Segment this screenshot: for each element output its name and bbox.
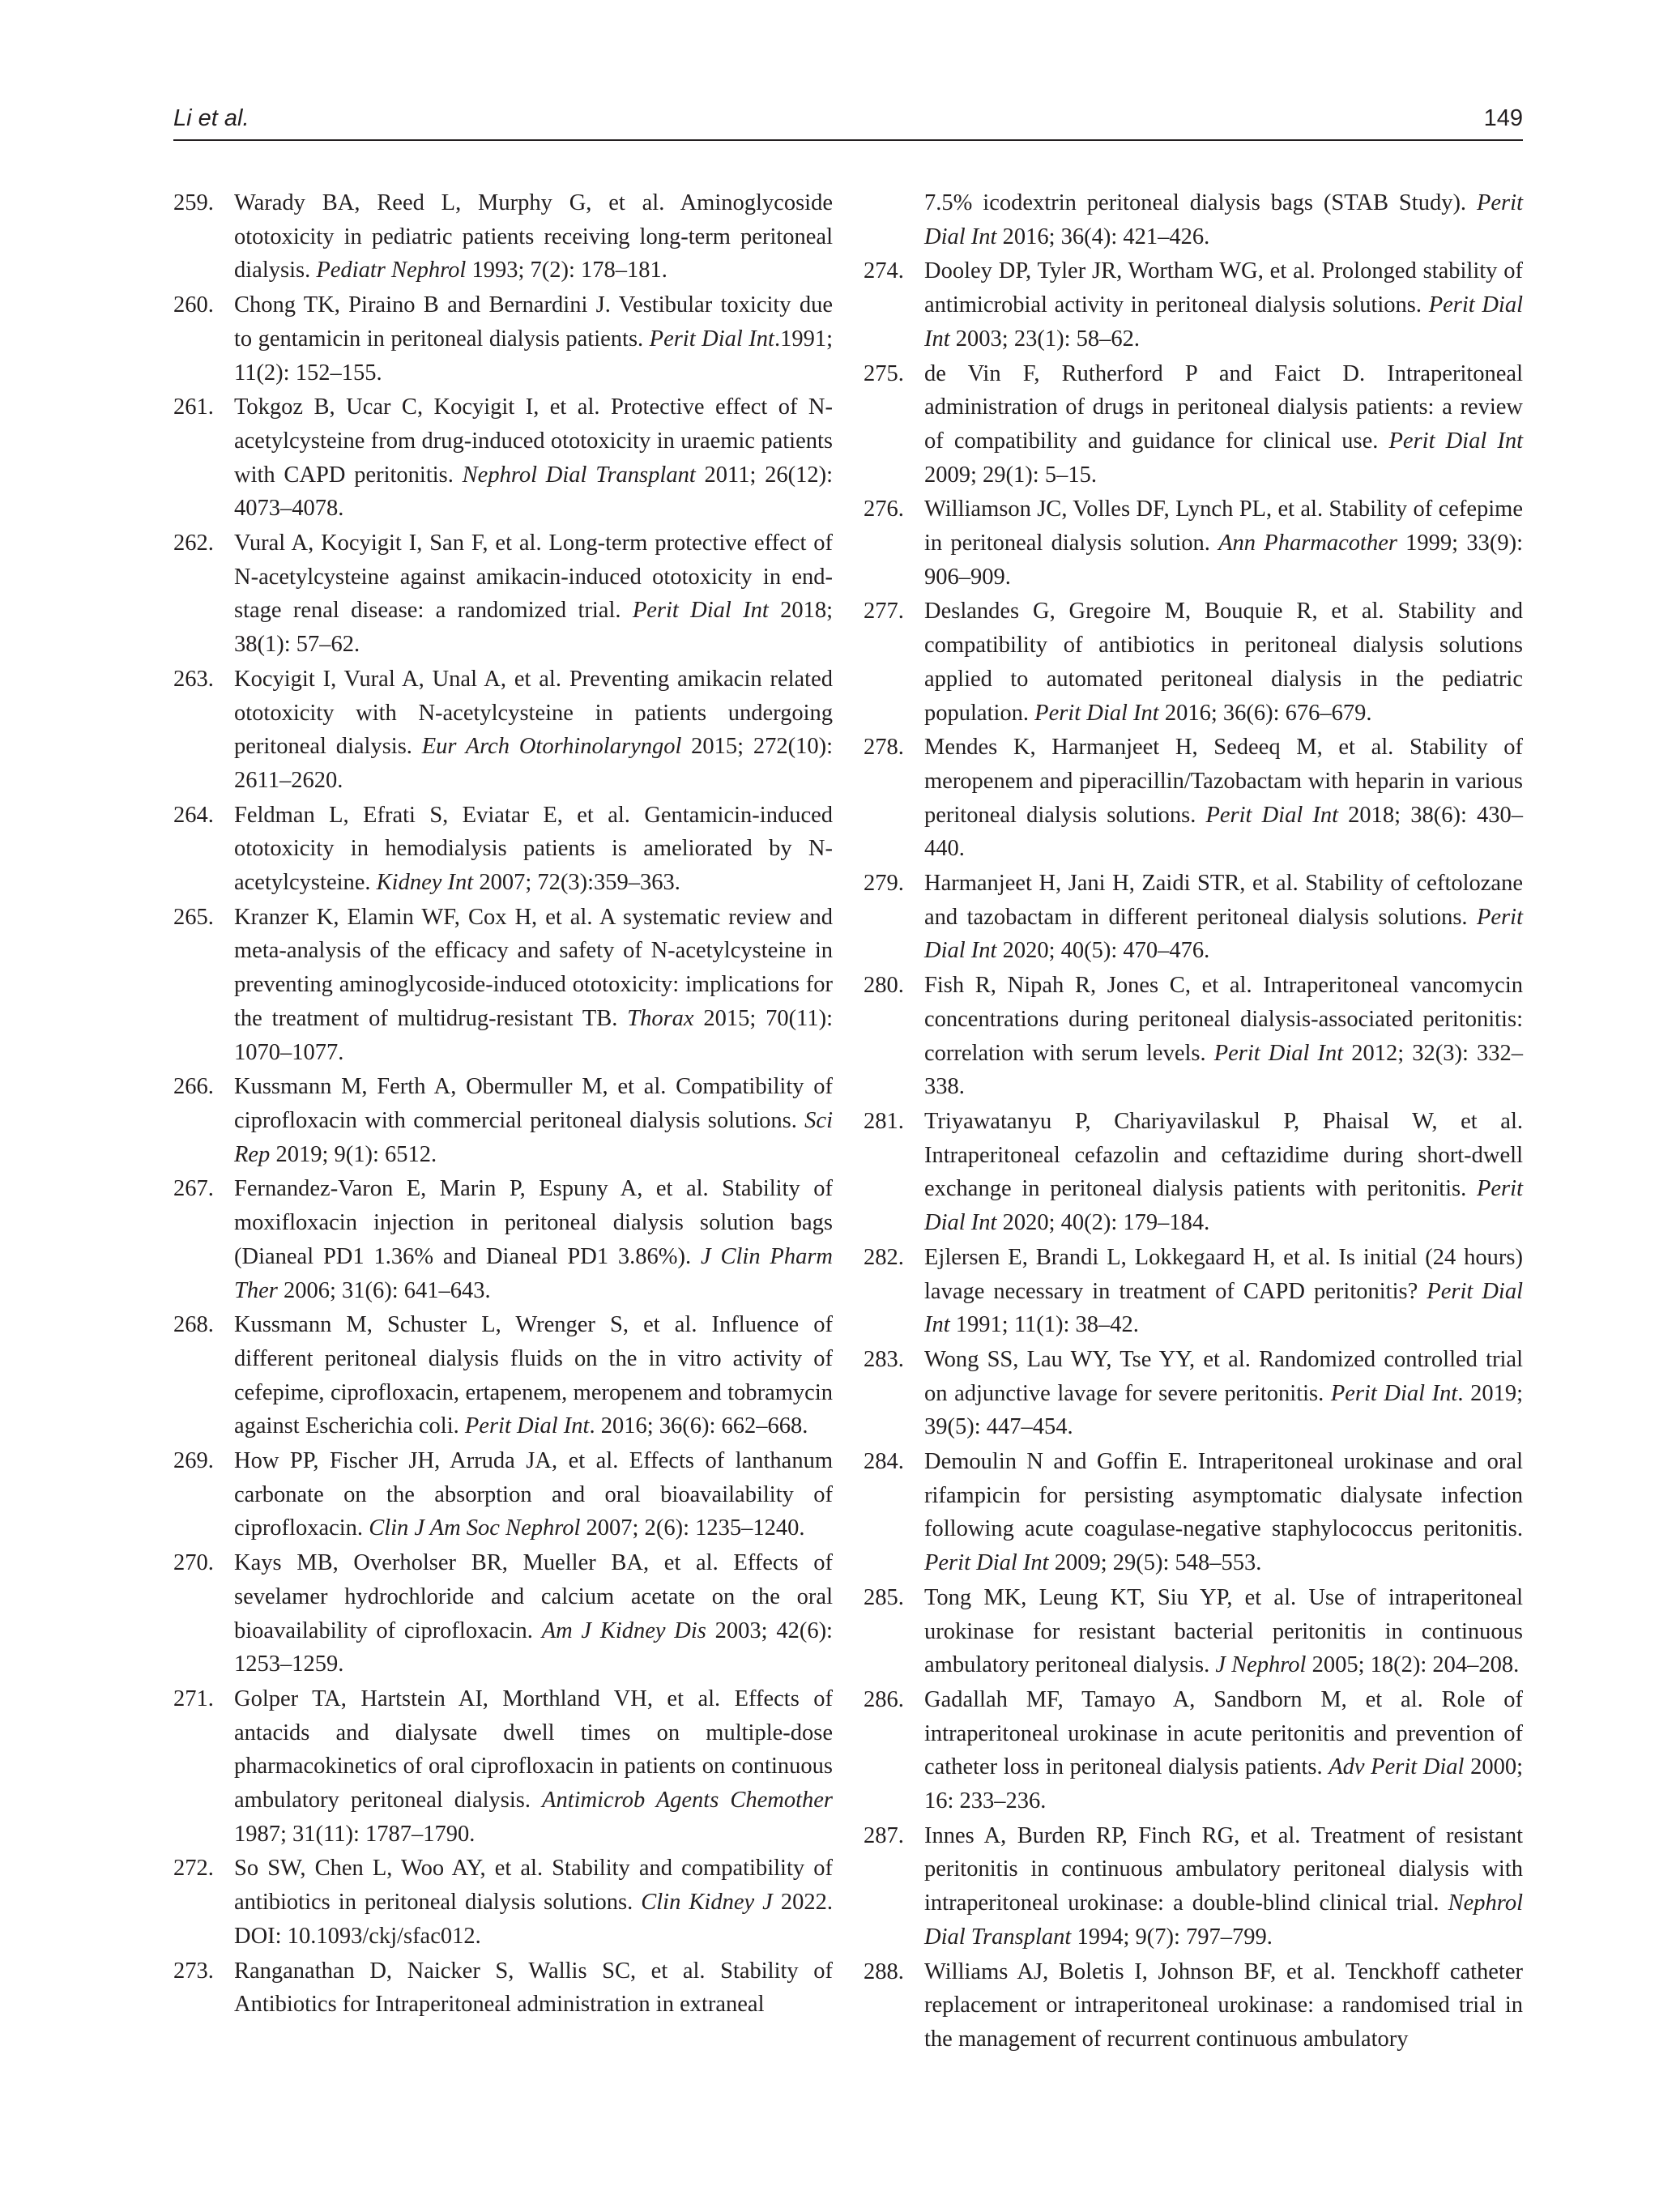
reference-citation: 2011; 26(12): 4073–4078. [234, 462, 834, 522]
reference-text: So SW, Chen L, Woo AY, et al. Stability and compatibility of antibiotics in peritoneal dialysis solutions. [234, 1856, 833, 1916]
reference-item [864, 1105, 1523, 1240]
reference-item [864, 595, 1523, 730]
reference-number: 281. [864, 1108, 904, 1134]
reference-journal: J Clin Pharm Ther [234, 1243, 833, 1303]
reference-item [173, 1172, 833, 1307]
reference-text: Williams AJ, Boletis I, Johnson BF, et al. Tenckhoff catheter replacement or intraperitoneal urokinase: a randomised trial in the management of recurrent continuous ambulatory [924, 1958, 1523, 2052]
reference-number: 260. [173, 292, 214, 318]
reference-number: 261. [173, 394, 214, 420]
reference-item [864, 969, 1523, 1104]
reference-citation: 2020; 40(2): 179–184. [996, 1210, 1210, 1236]
reference-text: Gadallah MF, Tamayo A, Sandborn M, et al. Role of intraperitoneal urokinase in acute peritonitis and prevention of catheter loss in peritoneal dialysis patients. [924, 1686, 1523, 1780]
reference-citation: 2018; 38(1): 57–62. [234, 598, 833, 658]
reference-citation: . 2016; 36(6): 662–668. [589, 1413, 808, 1439]
reference-citation: 1987; 31(11): 1787–1790. [234, 1821, 476, 1847]
reference-journal: J Nephrol [1215, 1652, 1307, 1678]
reference-number: 279. [864, 871, 904, 897]
reference-number: 267. [173, 1176, 214, 1202]
reference-text: Williamson JC, Volles DF, Lynch PL, et al. Stability of cefepime in peritoneal dialysis solution. [924, 497, 1523, 556]
reference-item [173, 1546, 833, 1681]
reference-journal: Perit Dial Int [1034, 700, 1159, 726]
reference-journal: Perit Dial Int [632, 598, 769, 624]
reference-journal: Clin J Am Soc Nephrol [369, 1515, 581, 1541]
reference-citation: 2007; 72(3):359–363. [473, 870, 680, 896]
reference-journal: Antimicrob Agents Chemother [542, 1788, 833, 1813]
reference-item [173, 1308, 833, 1443]
reference-number: 282. [864, 1244, 904, 1270]
reference-text: Kays MB, Overholser BR, Mueller BA, et al. Effects of sevelamer hydrochloride and calcium acetate on the oral bioavailability of ciprofloxacin. [234, 1550, 833, 1643]
reference-citation: .1991; 11(2): 152–155. [234, 326, 833, 386]
reference-text: Ejlersen E, Brandi L, Lokkegaard H, et al. Is initial (24 hours) lavage necessary in treatment of CAPD peritonitis? [924, 1244, 1523, 1304]
reference-citation: 1994; 9(7): 797–799. [1071, 1924, 1273, 1950]
reference-journal: Perit Dial Int [924, 292, 1524, 352]
reference-citation: 2020; 40(5): 470–476. [996, 938, 1210, 964]
reference-item [173, 526, 833, 662]
reference-citation: 2009; 29(5): 548–553. [1048, 1550, 1262, 1576]
reference-item [173, 1682, 833, 1852]
running-header-authors: Li et al. [173, 105, 249, 131]
reference-number: 276. [864, 497, 904, 522]
reference-number: 280. [864, 973, 904, 999]
reference-number: 286. [864, 1686, 904, 1712]
reference-journal: Eur Arch Otorhinolaryngol [421, 734, 682, 760]
reference-text: Tong MK, Leung KT, Siu YP, et al. Use of intraperitoneal urokinase for resistant bacterial peritonitis in continuous ambulatory peritoneal dialysis. [924, 1584, 1523, 1678]
reference-item [864, 1241, 1523, 1342]
reference-item [864, 1343, 1523, 1444]
reference-journal: Perit Dial Int [464, 1413, 590, 1439]
reference-item [173, 1070, 833, 1171]
reference-journal: Nephrol Dial Transplant [924, 1890, 1523, 1950]
reference-item [864, 1955, 1523, 2056]
reference-text: Harmanjeet H, Jani H, Zaidi STR, et al. Stability of ceftolozane and tazobactam in different peritoneal dialysis solutions. [924, 871, 1523, 930]
reference-item [173, 390, 833, 526]
reference-citation: 2015; 70(11): 1070–1077. [234, 1005, 833, 1065]
reference-item [173, 1852, 833, 1953]
reference-item [173, 1954, 833, 2022]
reference-citation: 2005; 18(2): 204–208. [1306, 1652, 1520, 1678]
reference-text: Warady BA, Reed L, Murphy G, et al. Aminoglycoside ototoxicity in pediatric patients receiving long-term peritoneal dialysis. [234, 190, 833, 283]
reference-item [173, 799, 833, 900]
reference-journal: Sci Rep [234, 1107, 833, 1167]
reference-citation: 2015; 272(10): 2611–2620. [234, 734, 833, 793]
reference-journal: Perit Dial Int [924, 1278, 1524, 1338]
reference-citation: 2003; 42(6): 1253–1259. [234, 1617, 833, 1677]
reference-journal: Perit Dial Int [1388, 428, 1523, 454]
reference-item [864, 1581, 1523, 1682]
reference-number: 271. [173, 1686, 214, 1711]
reference-number: 266. [173, 1074, 214, 1100]
reference-citation: 1991; 11(1): 38–42. [949, 1312, 1139, 1338]
reference-number: 274. [864, 258, 904, 284]
reference-citation: 2022. DOI: 10.1093/ckj/sfac012. [234, 1890, 834, 1949]
reference-item [864, 357, 1523, 492]
reference-journal: Perit Dial Int [1205, 802, 1339, 828]
reference-journal: Perit Dial Int [1213, 1040, 1344, 1066]
reference-text: Wong SS, Lau WY, Tse YY, et al. Randomized controlled trial on adjunctive lavage for severe peritonitis. [924, 1346, 1523, 1406]
reference-number: 283. [864, 1346, 904, 1372]
references-column-right [864, 186, 1523, 2057]
reference-journal: Clin Kidney J [641, 1890, 773, 1916]
reference-item [864, 1819, 1523, 1954]
reference-text: Feldman L, Efrati S, Eviatar E, et al. Gentamicin-induced ototoxicity in hemodialysis patients is ameliorated by N-acetylcysteine. [234, 802, 833, 896]
reference-item [173, 1444, 833, 1545]
reference-text: de Vin F, Rutherford P and Faict D. Intraperitoneal administration of drugs in peritoneal dialysis patients: a review of compatibility and guidance for clinical use. [924, 360, 1523, 454]
reference-number: 272. [173, 1856, 214, 1882]
reference-item [173, 186, 833, 288]
reference-journal: Am J Kidney Dis [541, 1617, 706, 1643]
reference-citation: . 2019; 39(5): 447–454. [924, 1380, 1523, 1440]
reference-text: How PP, Fischer JH, Arruda JA, et al. Effects of lanthanum carbonate on the absorption and oral bioavailability of ciprofloxacin. [234, 1448, 833, 1541]
reference-number: 270. [173, 1550, 214, 1576]
reference-citation: 2019; 9(1): 6512. [270, 1141, 437, 1167]
reference-journal: Pediatr Nephrol [316, 258, 467, 283]
reference-item [173, 901, 833, 1070]
reference-number: 273. [173, 1958, 214, 1984]
reference-citation: 2016; 36(4): 421–426. [996, 224, 1210, 249]
reference-text: Deslandes G, Gregoire M, Bouquie R, et al. Stability and compatibility of antibiotics in peritoneal dialysis solutions applied to automated peritoneal dialysis in the pediatric population. [924, 599, 1523, 726]
reference-journal: Perit Dial Int [1330, 1380, 1458, 1406]
reference-journal: Perit Dial Int [649, 326, 774, 352]
reference-text: Fish R, Nipah R, Jones C, et al. Intraperitoneal vancomycin concentrations during peritoneal dialysis-associated peritonitis: correlation with serum levels. [924, 973, 1523, 1066]
reference-text: Demoulin N and Goffin E. Intraperitoneal urokinase and oral rifampicin for persisting asymptomatic dialysate infection following acute coagulase-negative staphylococcus peritonitis. [924, 1449, 1523, 1542]
reference-citation: 2003; 23(1): 58–62. [949, 326, 1140, 352]
reference-text: Tokgoz B, Ucar C, Kocyigit I, et al. Protective effect of N-acetylcysteine from drug-induced ototoxicity in uraemic patients with CAPD peritonitis. [234, 394, 833, 488]
reference-item [864, 1445, 1523, 1580]
reference-journal: Nephrol Dial Transplant [462, 462, 696, 488]
reference-number: 268. [173, 1312, 214, 1338]
reference-item [864, 1683, 1523, 1818]
reference-number: 287. [864, 1822, 904, 1848]
reference-number: 263. [173, 666, 214, 692]
reference-journal: Perit Dial Int [924, 1550, 1049, 1576]
reference-item [864, 492, 1523, 594]
reference-journal: Perit Dial Int [924, 190, 1523, 249]
reference-number: 288. [864, 1958, 904, 1984]
reference-text: Kranzer K, Elamin WF, Cox H, et al. A systematic review and meta-analysis of the efficacy and safety of N-acetylcysteine in preventing aminoglycoside-induced ototoxicity: implications for the treatment of multidrug-resistant TB. [234, 904, 833, 1031]
running-header [173, 105, 1523, 141]
reference-citation: 2000; 16: 233–236. [924, 1754, 1524, 1814]
reference-citation: 1999; 33(9): 906–909. [924, 531, 1523, 590]
reference-number: 269. [173, 1448, 214, 1474]
reference-number: 285. [864, 1584, 904, 1610]
reference-continuation [864, 186, 1523, 254]
reference-citation: 2007; 2(6): 1235–1240. [580, 1515, 805, 1541]
reference-text: Kussmann M, Ferth A, Obermuller M, et al. Compatibility of ciprofloxacin with commercial peritoneal dialysis solutions. [234, 1074, 833, 1133]
reference-text: Triyawatanyu P, Chariyavilaskul P, Phaisal W, et al. Intraperitoneal cefazolin and ceftazidime during short-dwell exchange in peritoneal dialysis patients with peritonitis. [924, 1108, 1523, 1202]
reference-text: Mendes K, Harmanjeet H, Sedeeq M, et al. Stability of meropenem and piperacillin/Tazobactam with heparin in various peritoneal dialysis solutions. [924, 735, 1523, 828]
reference-item [173, 663, 833, 798]
reference-journal: Adv Perit Dial [1328, 1754, 1465, 1780]
reference-citation: 2012; 32(3): 332–338. [924, 1040, 1523, 1100]
references-column-left [173, 186, 833, 2022]
reference-text: Kussmann M, Schuster L, Wrenger S, et al. Influence of different peritoneal dialysis fluids on the in vitro activity of cefepime, ciprofloxacin, ertapenem, meropenem and tobramycin against Escherichia coli. [234, 1312, 833, 1439]
reference-item [864, 731, 1523, 866]
reference-journal: Kidney Int [376, 870, 474, 896]
reference-text: Dooley DP, Tyler JR, Wortham WG, et al. Prolonged stability of antimicrobial activity in peritoneal dialysis solutions. [924, 258, 1523, 318]
reference-journal: Thorax [627, 1005, 694, 1031]
reference-journal: Perit Dial Int [924, 1176, 1523, 1236]
reference-text: 7.5% icodextrin peritoneal dialysis bags (STAB Study). [924, 190, 1477, 215]
reference-number: 264. [173, 802, 214, 828]
reference-text: Vural A, Kocyigit I, San F, et al. Long-term protective effect of N-acetylcysteine against amikacin-induced ototoxicity in end-stage renal disease: a randomized trial. [234, 531, 833, 624]
reference-number: 275. [864, 360, 904, 386]
reference-citation: 2006; 31(6): 641–643. [277, 1277, 491, 1303]
reference-text: Fernandez-Varon E, Marin P, Espuny A, et al. Stability of moxifloxacin injection in peritoneal dialysis solution bags (Dianeal PD1 1.36% and Dianeal PD1 3.86%). [234, 1176, 833, 1269]
reference-number: 262. [173, 531, 214, 556]
reference-citation: 2016; 36(6): 676–679. [1158, 700, 1372, 726]
reference-journal: Perit Dial Int [924, 904, 1523, 964]
reference-text: Kocyigit I, Vural A, Unal A, et al. Preventing amikacin related ototoxicity with N-acetylcysteine in patients undergoing peritoneal dialysis. [234, 666, 833, 760]
reference-citation: 1993; 7(2): 178–181. [466, 258, 667, 283]
reference-text: Golper TA, Hartstein AI, Morthland VH, et al. Effects of antacids and dialysate dwell times on multiple-dose pharmacokinetics of oral ciprofloxacin in patients on continuous ambulatory peritoneal dialysis. [234, 1686, 833, 1813]
reference-citation: 2009; 29(1): 5–15. [924, 462, 1097, 488]
reference-item [864, 867, 1523, 968]
reference-number: 284. [864, 1449, 904, 1475]
reference-item [173, 288, 833, 390]
reference-text: Ranganathan D, Naicker S, Wallis SC, et al. Stability of Antibiotics for Intraperitoneal administration in extraneal [234, 1958, 833, 2018]
reference-journal: Ann Pharmacother [1218, 531, 1397, 556]
reference-number: 278. [864, 735, 904, 761]
reference-citation: 2018; 38(6): 430–440. [924, 802, 1523, 862]
reference-text: Chong TK, Piraino B and Bernardini J. Vestibular toxicity due to gentamicin in peritoneal dialysis patients. [234, 292, 833, 352]
reference-number: 259. [173, 190, 214, 215]
reference-number: 277. [864, 599, 904, 624]
reference-number: 265. [173, 904, 214, 930]
reference-item [864, 254, 1523, 356]
page-number: 149 [1483, 105, 1523, 131]
reference-text: Innes A, Burden RP, Finch RG, et al. Treatment of resistant peritonitis in continuous ambulatory peritoneal dialysis with intraperitoneal urokinase: a double-blind clinical trial. [924, 1822, 1523, 1916]
